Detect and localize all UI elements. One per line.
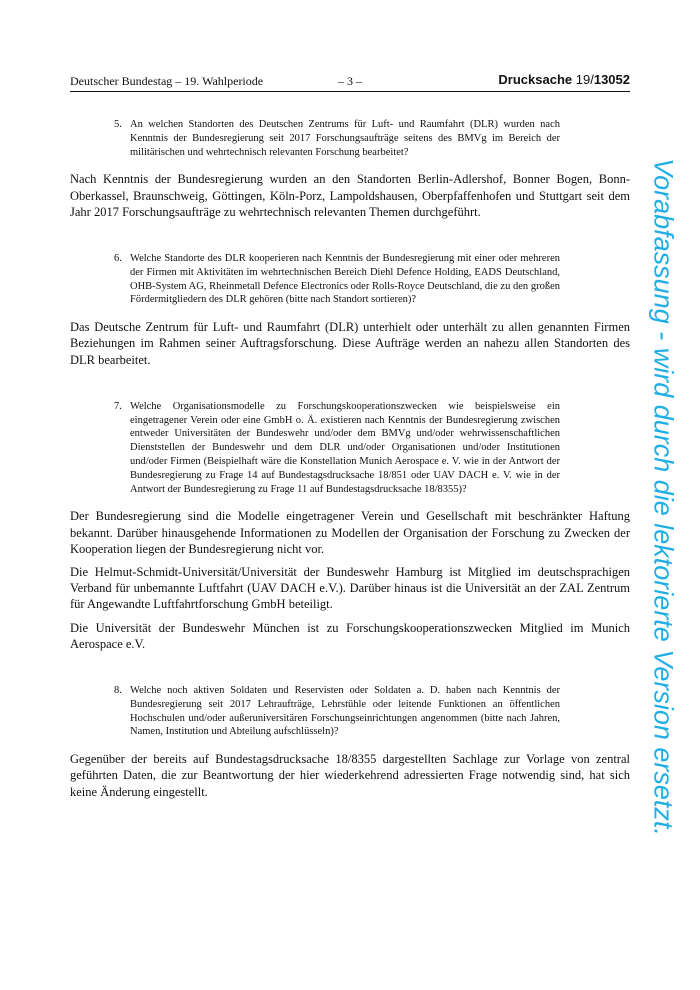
question-text: Welche Organisationsmodelle zu Forschungskooperationszwecken wie beispielsweise ein eingetragener Verein oder eine GmbH o. Ä. existieren nach Kenntnis der Bundesregierung zwischen entweder Universitäten der Bundeswehr und/oder dem BMVg und/oder wehrwissenschaftlichen Dienststellen der Bundeswehr und dem DLR und/oder Organisationen und/oder Institutionen und/oder Firmen (Beispielhaft wäre die Konstellation Munich Aerospace e. V. wie in der Antwort der Bundesregierung zu Frage 14 auf Bundestagsdrucksache 18/851 oder UAV DACH e. V. wie in der Antwort der Bundesregierung zu Frage 11 auf Bundestagsdrucksache 18/8355)? bbox=[130, 400, 560, 495]
question-text: An welchen Standorten des Deutschen Zentrums für Luft- und Raumfahrt (DLR) wurden nach Kenntnis der Bundesregierung seit 2017 Forschungsaufträge seitens des BMVg im Bereich der militärischen und wehrtechnisch relevanten Forschung bearbeitet? bbox=[130, 119, 560, 158]
question-number: 5. bbox=[114, 119, 122, 130]
doc-label: Drucksache bbox=[498, 72, 573, 87]
answer-8: Gegenüber der bereits auf Bundestagsdrucksache 18/8355 dargestellten Sachlage zur Vorlage von zentral geführten Daten, die zur Beantwortung der hier wiederkehrend adressierten Frage notwendig sind, hat sich keine Änderung eingestellt. bbox=[70, 752, 630, 799]
question-text: Welche noch aktiven Soldaten und Reservisten oder Soldaten a. D. haben nach Kenntnis der Bundesregierung seit 2017 Lehraufträge, Lehrstühle oder leitende Funktionen an öffentlichen Hochschulen und/oder außeruniversitären Forschungseinrichtungen angenommen (bitte nach Jahren, Namen, Institution und Abteilung aufschlüsseln)? bbox=[130, 685, 560, 738]
header-left: Deutscher Bundestag – 19. Wahlperiode bbox=[70, 74, 264, 88]
question-number: 6. bbox=[114, 253, 122, 264]
answer-7b: Die Helmut-Schmidt-Universität/Universität der Bundeswehr Hamburg ist Mitglied im deutschsprachigen Verband für unbemannte Luftfahrt (UAV DACH e.V.). Darüber hinaus ist die Universität an der ZAL Zentrum für Angewandte Luftfahrtforschung GmbH beteiligt. bbox=[70, 564, 630, 612]
question-7 bbox=[114, 400, 560, 497]
doc-prefix: 19/ bbox=[575, 72, 594, 87]
header-rule bbox=[70, 91, 630, 92]
question-number: 8. bbox=[114, 685, 122, 696]
answer-7a: Der Bundesregierung sind die Modelle eingetragener Verein und Gesellschaft mit beschränkter Haftung bekannt. Darüber hinausgehende Informationen zu Modellen der Organisation der Forschung zu Zwecken der Kooperation liegen der Bundesregierung nicht vor. bbox=[70, 509, 630, 556]
draft-watermark bbox=[638, 112, 688, 882]
answer-5: Nach Kenntnis der Bundesregierung wurden an den Standorten Berlin-Adlershof, Bonner Bogen, Bonn-Oberkassel, Braunschweig, Göttingen, Köln-Porz, Lampoldshausen, Oberpfaffenhofen und Stuttgart seit dem Jahr 2017 Forschungsaufträge zu wehrtechnisch relevanten Themen durchgeführt. bbox=[70, 172, 630, 219]
answer-7c: Die Universität der Bundeswehr München ist zu Forschungskooperationszwecken Mitglied im Munich Aerospace e.V. bbox=[70, 620, 630, 651]
document-number bbox=[498, 72, 630, 88]
page-header bbox=[70, 73, 630, 91]
answer-6: Das Deutsche Zentrum für Luft- und Raumfahrt (DLR) unterhielt oder unterhält zu allen genannten Firmen Beziehungen im Rahmen seiner Auftragsforschung. Diese Aufträge werden an nahezu allen Standorten des DLR bearbeitet. bbox=[70, 320, 630, 367]
question-6 bbox=[114, 252, 560, 307]
document-body bbox=[70, 118, 630, 800]
question-text: Welche Standorte des DLR kooperieren nach Kenntnis der Bundesregierung mit einer oder mehreren der Firmen mit Aktivitäten im wehrtechnischen Bereich Diehl Defence Holding, EADS Deutschland, OHB-System AG, Rheinmetall Defence Electronics oder Rolls-Royce Deutschland, die zu den großen Fördermitgliedern des DLR gehören (bitte nach Standort sortieren)? bbox=[130, 253, 560, 306]
question-5 bbox=[114, 118, 560, 159]
watermark-text: Vorabfassung - wird durch die lektorierte Version ersetzt. bbox=[648, 158, 679, 836]
doc-number: 13052 bbox=[593, 72, 630, 87]
page-number: – 3 – bbox=[338, 74, 362, 88]
question-8 bbox=[114, 684, 560, 739]
question-number: 7. bbox=[114, 400, 122, 412]
